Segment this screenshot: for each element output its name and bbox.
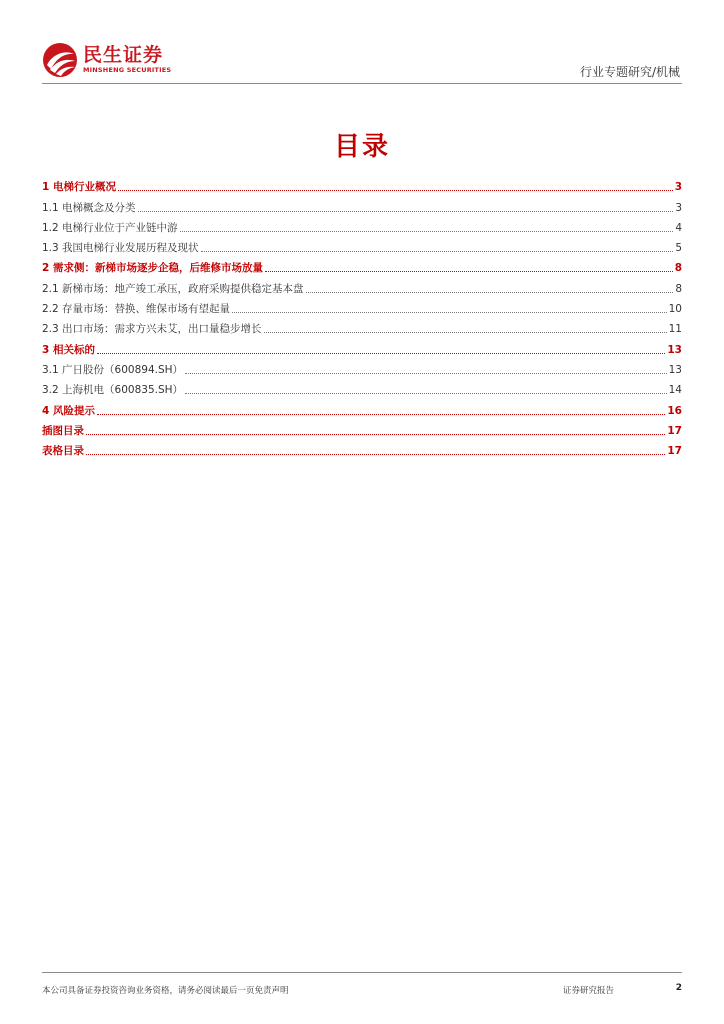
toc-entry-label: 插图目录 — [42, 424, 84, 437]
toc-entry-label: 3.1 广日股份（600894.SH） — [42, 363, 184, 376]
table-of-contents — [42, 174, 682, 458]
toc-dot-leader — [86, 434, 665, 435]
toc-entry-label: 3 相关标的 — [42, 343, 95, 356]
report-category: 行业专题研究/机械 — [579, 65, 680, 79]
toc-dot-leader — [201, 251, 674, 252]
toc-entry-page: 14 — [668, 384, 682, 397]
toc-entry-page: 3 — [674, 181, 682, 194]
logo-chinese-name: 民生证券 — [83, 44, 164, 66]
page-number: 2 — [675, 983, 682, 993]
toc-entry-page: 13 — [668, 363, 682, 376]
toc-dot-leader — [138, 211, 674, 212]
toc-entry-page: 8 — [674, 262, 682, 275]
toc-entry[interactable] — [42, 316, 682, 336]
toc-entry-page: 5 — [675, 242, 682, 255]
toc-entry[interactable] — [42, 357, 682, 377]
toc-entry[interactable] — [42, 377, 682, 397]
toc-entry[interactable] — [42, 418, 682, 438]
toc-entry[interactable] — [42, 438, 682, 458]
toc-dot-leader — [232, 312, 667, 313]
toc-dot-leader — [264, 332, 667, 333]
toc-entry[interactable] — [42, 296, 682, 316]
toc-dot-leader — [97, 414, 665, 415]
toc-entry-page: 10 — [668, 303, 682, 316]
toc-entry[interactable] — [42, 255, 682, 275]
toc-dot-leader — [185, 373, 667, 374]
toc-entry[interactable] — [42, 194, 682, 214]
toc-entry-page: 3 — [675, 201, 682, 214]
toc-entry-page: 8 — [675, 282, 682, 295]
toc-entry[interactable] — [42, 275, 682, 295]
toc-entry-label: 2.2 存量市场：替换、维保市场有望起量 — [42, 303, 231, 316]
toc-entry-page: 11 — [668, 323, 682, 336]
logo-english-name: MINSHENG SECURITIES — [83, 66, 172, 74]
toc-entry[interactable] — [42, 174, 682, 194]
toc-entry-page: 4 — [675, 221, 682, 234]
toc-dot-leader — [185, 393, 667, 394]
toc-entry-label: 1.1 电梯概念及分类 — [42, 201, 136, 214]
toc-entry[interactable] — [42, 215, 682, 235]
toc-entry-page: 17 — [667, 445, 682, 458]
header-divider — [42, 83, 682, 84]
toc-dot-leader — [97, 353, 665, 354]
toc-entry-label: 2.3 出口市场：需求方兴未艾，出口量稳步增长 — [42, 323, 262, 336]
toc-title: 目录 — [333, 132, 390, 162]
toc-dot-leader — [86, 454, 665, 455]
company-logo — [42, 42, 171, 78]
toc-entry[interactable] — [42, 235, 682, 255]
toc-entry-page: 16 — [667, 404, 682, 417]
footer-disclaimer: 本公司具备证券投资咨询业务资格，请务必阅读最后一页免责声明 — [42, 986, 289, 996]
toc-entry[interactable] — [42, 336, 682, 356]
toc-dot-leader — [180, 231, 674, 232]
toc-dot-leader — [118, 190, 673, 191]
toc-entry-label: 1.3 我国电梯行业发展历程及现状 — [42, 242, 199, 255]
footer-report-type: 证券研究报告 — [563, 986, 615, 996]
toc-entry-label: 2.1 新梯市场：地产竣工承压，政府采购提供稳定基本盘 — [42, 282, 304, 295]
toc-entry-label: 1 电梯行业概况 — [42, 181, 116, 194]
toc-entry-label: 2 需求侧：新梯市场逐步企稳，后维修市场放量 — [42, 262, 263, 275]
toc-entry-page: 17 — [667, 424, 682, 437]
toc-entry-page: 13 — [667, 343, 682, 356]
toc-dot-leader — [306, 292, 674, 293]
page-header — [42, 42, 682, 84]
toc-entry-label: 4 风险提示 — [42, 404, 95, 417]
toc-entry-label: 表格目录 — [42, 445, 84, 458]
toc-entry-label: 1.2 电梯行业位于产业链中游 — [42, 221, 178, 234]
toc-dot-leader — [265, 271, 673, 272]
toc-entry[interactable] — [42, 397, 682, 417]
minsheng-logo-icon — [42, 42, 78, 78]
footer-divider — [42, 972, 682, 973]
toc-entry-label: 3.2 上海机电（600835.SH） — [42, 384, 184, 397]
